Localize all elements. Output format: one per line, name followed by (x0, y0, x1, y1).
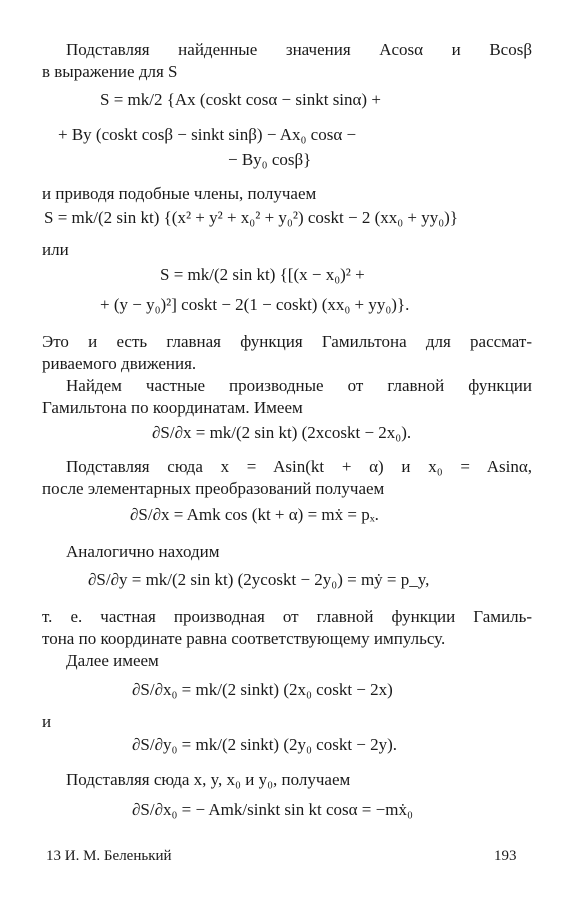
equation-text: S = mk/(2 sin kt) {[(x − x₀)² + (160, 265, 365, 284)
paragraph-line: в выражение для S (42, 62, 178, 81)
equation-text: ∂S/∂y = mk/(2 sin kt) (2ycoskt − 2y₀) = mẏ = p_y, (88, 570, 430, 589)
paragraph-line: Аналогично находим (66, 542, 220, 561)
paragraph-line: и приводя подобные члены, получаем (42, 184, 317, 203)
paragraph-line: Далее имеем (66, 651, 159, 670)
equation-text: S = mk/(2 sin kt) {(x² + y² + x₀² + y₀²) coskt − 2 (xx₀ + yy₀)} (44, 208, 459, 227)
paragraph-line: Найдем частные производные от главной функции (66, 376, 532, 395)
paragraph-line: Подставляя сюда x, y, x₀ и y₀, получаем (66, 770, 351, 789)
paragraph-line: Подставляя сюда x = Asin(kt + α) и x₀ = Asinα, (66, 457, 532, 476)
equation-dS-dx0-momentum (132, 800, 413, 820)
equation-S-simplified (44, 208, 458, 228)
equation-dS-dy (88, 570, 429, 590)
equation-text: ∂S/∂x₀ = mk/(2 sinkt) (2x₀ coskt − 2x) (132, 680, 393, 699)
equation-text: ∂S/∂x₀ = − Amk/sinkt sin kt cosα = −mẋ₀ (132, 800, 413, 819)
footer-signature: 13 И. М. Беленький (46, 848, 172, 864)
equation-S-alt-line2 (100, 295, 409, 315)
equation-text: + (y − y₀)²] coskt − 2(1 − coskt) (xx₀ + yy₀)}. (100, 295, 410, 314)
paragraph-line: Подставляя найденные значения Acosα и Bcosβ (66, 40, 532, 59)
paragraph-line: Это и есть главная функция Гамильтона для рассмат- (42, 332, 532, 351)
paragraph-line: риваемого движения. (42, 354, 197, 373)
equation-dS-dy0 (132, 735, 397, 755)
paragraph-line: после элементарных преобразований получаем (42, 479, 385, 498)
equation-text: ∂S/∂x = mk/(2 sin kt) (2xcoskt − 2x₀). (152, 423, 412, 442)
equation-dS-dx0 (132, 680, 393, 700)
equation-text: + By (coskt cosβ − sinkt sinβ) − Ax₀ cosα − (58, 125, 357, 144)
paragraph-line: или (42, 240, 69, 259)
equation-text: S = mk/2 {Ax (coskt cosα − sinkt sinα) + (100, 90, 381, 109)
equation-text: − By₀ cosβ} (228, 150, 312, 169)
equation-S-line3 (228, 150, 311, 170)
paragraph-line: и (42, 712, 52, 731)
equation-text: ∂S/∂y₀ = mk/(2 sinkt) (2y₀ coskt − 2y). (132, 735, 398, 754)
paragraph-line: тона по координате равна соответствующему импульсу. (42, 629, 446, 648)
equation-dS-dx-momentum (130, 505, 379, 525)
equation-dS-dx (152, 423, 411, 443)
equation-S-alt-line1 (160, 265, 365, 285)
page-number: 193 (494, 848, 517, 864)
equation-S-line2 (58, 125, 356, 145)
equation-text: ∂S/∂x = Amk cos (kt + α) = mẋ = pₓ. (130, 505, 379, 524)
paragraph-line: т. е. частная производная от главной функции Гамиль- (42, 607, 532, 626)
paragraph-line: Гамильтона по координатам. Имеем (42, 398, 303, 417)
equation-S-line1 (100, 90, 381, 110)
